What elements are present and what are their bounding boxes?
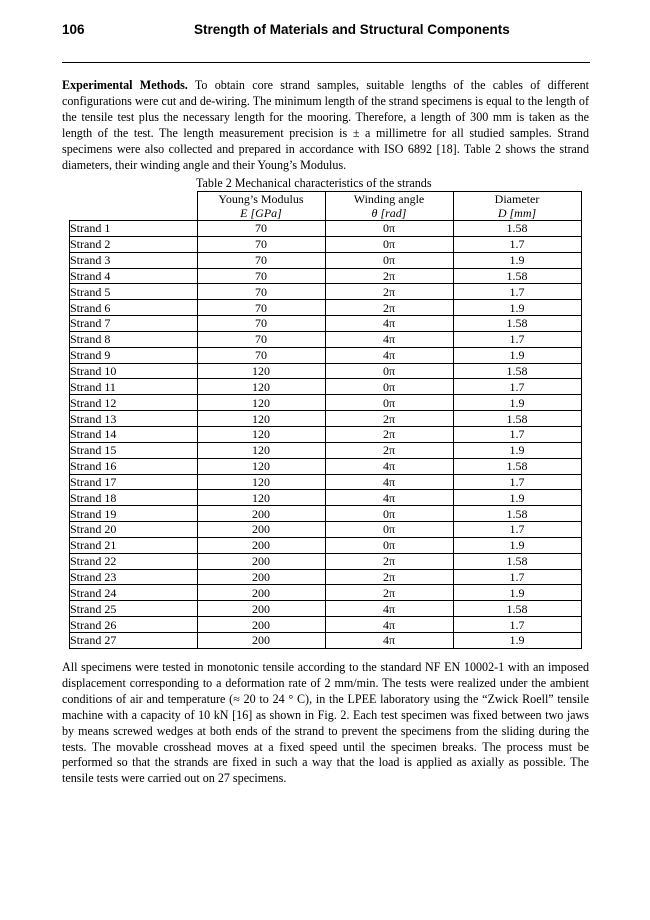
angle-cell: 4π — [325, 601, 453, 617]
diameter-cell: 1.9 — [453, 632, 581, 648]
row-name-cell: Strand 17 — [70, 474, 198, 490]
column-unit: θ [rad] — [371, 206, 407, 220]
row-name-cell: Strand 19 — [70, 506, 198, 522]
row-name-cell: Strand 21 — [70, 537, 198, 553]
table-caption: Table 2 Mechanical characteristics of the strands — [196, 176, 432, 190]
table-row — [70, 458, 582, 474]
modulus-cell: 70 — [197, 316, 325, 332]
row-name-cell: Strand 1 — [70, 221, 198, 237]
angle-cell: 4π — [325, 316, 453, 332]
row-name-cell: Strand 23 — [70, 569, 198, 585]
table-header-row — [70, 192, 582, 221]
running-title: Strength of Materials and Structural Components — [194, 22, 510, 37]
angle-cell: 2π — [325, 284, 453, 300]
row-name-cell: Strand 10 — [70, 363, 198, 379]
modulus-cell: 70 — [197, 236, 325, 252]
diameter-cell: 1.7 — [453, 426, 581, 442]
angle-cell: 4π — [325, 458, 453, 474]
row-name-cell: Strand 26 — [70, 617, 198, 633]
table-row — [70, 585, 582, 601]
angle-cell: 2π — [325, 426, 453, 442]
table-row — [70, 490, 582, 506]
table-body — [70, 221, 582, 649]
intro-text: To obtain core strand samples, suitable lengths of the cables of different configurations were cut and de-wiring. The minimum length of the strand specimens is equal to the length of the tensile test plus the necessary length for the mooring. Therefore, a length of 300 mm is taken as the length of the test. The length measurement precision is ± a millimetre for all studied samples. Strand specimens were also collected and prepared in accordance with ISO 6892 [18]. Table 2 shows the strand diameters, their winding angle and their Young’s Modulus. — [62, 78, 589, 172]
table-row — [70, 569, 582, 585]
angle-cell: 4π — [325, 617, 453, 633]
modulus-cell: 200 — [197, 617, 325, 633]
table-row — [70, 268, 582, 284]
angle-cell: 0π — [325, 506, 453, 522]
row-name-cell: Strand 7 — [70, 316, 198, 332]
row-name-cell: Strand 27 — [70, 632, 198, 648]
modulus-cell: 200 — [197, 569, 325, 585]
angle-cell: 2π — [325, 569, 453, 585]
diameter-cell: 1.58 — [453, 458, 581, 474]
angle-cell: 2π — [325, 585, 453, 601]
table-row — [70, 331, 582, 347]
column-title: Diameter — [494, 192, 540, 206]
diameter-cell: 1.9 — [453, 490, 581, 506]
angle-cell: 0π — [325, 221, 453, 237]
angle-cell: 2π — [325, 411, 453, 427]
table-row — [70, 284, 582, 300]
table-row — [70, 474, 582, 490]
table-row — [70, 316, 582, 332]
diameter-cell: 1.7 — [453, 236, 581, 252]
table-row — [70, 537, 582, 553]
intro-paragraph — [62, 78, 589, 173]
row-name-cell: Strand 14 — [70, 426, 198, 442]
diameter-cell: 1.58 — [453, 363, 581, 379]
angle-cell: 2π — [325, 553, 453, 569]
diameter-cell: 1.9 — [453, 442, 581, 458]
table-row — [70, 347, 582, 363]
row-name-cell: Strand 6 — [70, 300, 198, 316]
row-name-cell: Strand 13 — [70, 411, 198, 427]
modulus-cell: 70 — [197, 268, 325, 284]
angle-cell: 4π — [325, 474, 453, 490]
row-name-cell: Strand 20 — [70, 522, 198, 538]
row-name-cell: Strand 16 — [70, 458, 198, 474]
angle-cell: 0π — [325, 522, 453, 538]
diameter-cell: 1.7 — [453, 569, 581, 585]
header-divider — [62, 62, 590, 63]
angle-cell: 0π — [325, 252, 453, 268]
angle-cell: 2π — [325, 442, 453, 458]
row-name-cell: Strand 18 — [70, 490, 198, 506]
table-row — [70, 395, 582, 411]
angle-cell: 2π — [325, 300, 453, 316]
table-row — [70, 426, 582, 442]
modulus-cell: 120 — [197, 490, 325, 506]
modulus-cell: 200 — [197, 601, 325, 617]
row-name-cell: Strand 4 — [70, 268, 198, 284]
modulus-cell: 120 — [197, 363, 325, 379]
diameter-cell: 1.58 — [453, 221, 581, 237]
table-row — [70, 553, 582, 569]
table-row — [70, 236, 582, 252]
row-name-cell: Strand 2 — [70, 236, 198, 252]
row-name-cell: Strand 3 — [70, 252, 198, 268]
table-row — [70, 632, 582, 648]
column-header-angle — [325, 192, 453, 221]
angle-cell: 4π — [325, 632, 453, 648]
page-header — [62, 22, 590, 42]
row-name-cell: Strand 15 — [70, 442, 198, 458]
table-row — [70, 411, 582, 427]
row-name-cell: Strand 11 — [70, 379, 198, 395]
modulus-cell: 70 — [197, 252, 325, 268]
modulus-cell: 200 — [197, 553, 325, 569]
row-name-cell: Strand 12 — [70, 395, 198, 411]
modulus-cell: 120 — [197, 442, 325, 458]
table-row — [70, 506, 582, 522]
modulus-cell: 200 — [197, 522, 325, 538]
table-row — [70, 442, 582, 458]
table-corner-blank — [70, 192, 198, 221]
column-header-modulus — [197, 192, 325, 221]
angle-cell: 0π — [325, 236, 453, 252]
table-row — [70, 300, 582, 316]
page-number: 106 — [62, 22, 85, 37]
row-name-cell: Strand 25 — [70, 601, 198, 617]
column-header-diameter — [453, 192, 581, 221]
modulus-cell: 120 — [197, 426, 325, 442]
modulus-cell: 120 — [197, 458, 325, 474]
diameter-cell: 1.9 — [453, 395, 581, 411]
modulus-cell: 120 — [197, 379, 325, 395]
row-name-cell: Strand 24 — [70, 585, 198, 601]
angle-cell: 0π — [325, 537, 453, 553]
angle-cell: 4π — [325, 490, 453, 506]
diameter-cell: 1.9 — [453, 585, 581, 601]
diameter-cell: 1.58 — [453, 411, 581, 427]
table-row — [70, 252, 582, 268]
angle-cell: 4π — [325, 347, 453, 363]
modulus-cell: 70 — [197, 284, 325, 300]
methods-paragraph: All specimens were tested in monotonic tensile according to the standard NF EN 10002-1 with an imposed displacement corresponding to a deformation rate of 2 mm/min. The tests were realized under the ambient conditions of air and temperature (≈ 20 to 24 ° C), in the LPEE laboratory using the “Zwick Roell” tensile machine with a capacity of 10 kN [16] as shown in Fig. 2. Each test specimen was fixed between two jaws by means screwed wedges at both ends of the strand to prevent the specimens from the sliding during the tests. The movable crosshead moves at a fixed speed until the specimen breaks. The process must be performed so that the strands are fixed in such a way that the load is applied as axially as possible. The tensile tests were carried out on 27 specimens. — [62, 660, 589, 786]
diameter-cell: 1.58 — [453, 506, 581, 522]
column-title: Winding angle — [353, 192, 425, 206]
modulus-cell: 70 — [197, 221, 325, 237]
table-row — [70, 617, 582, 633]
column-unit: E [GPa] — [240, 206, 282, 220]
diameter-cell: 1.9 — [453, 300, 581, 316]
row-name-cell: Strand 22 — [70, 553, 198, 569]
diameter-cell: 1.7 — [453, 617, 581, 633]
diameter-cell: 1.7 — [453, 331, 581, 347]
modulus-cell: 200 — [197, 537, 325, 553]
diameter-cell: 1.58 — [453, 268, 581, 284]
modulus-cell: 120 — [197, 474, 325, 490]
diameter-cell: 1.7 — [453, 522, 581, 538]
diameter-cell: 1.58 — [453, 553, 581, 569]
column-unit: D [mm] — [497, 206, 537, 220]
modulus-cell: 200 — [197, 506, 325, 522]
diameter-cell: 1.7 — [453, 379, 581, 395]
strand-table — [69, 191, 582, 649]
table-row — [70, 363, 582, 379]
diameter-cell: 1.58 — [453, 316, 581, 332]
diameter-cell: 1.9 — [453, 347, 581, 363]
diameter-cell: 1.9 — [453, 537, 581, 553]
diameter-cell: 1.7 — [453, 474, 581, 490]
diameter-cell: 1.58 — [453, 601, 581, 617]
modulus-cell: 70 — [197, 331, 325, 347]
modulus-cell: 70 — [197, 300, 325, 316]
row-name-cell: Strand 9 — [70, 347, 198, 363]
column-title: Young’s Modulus — [218, 192, 304, 206]
diameter-cell: 1.9 — [453, 252, 581, 268]
angle-cell: 4π — [325, 331, 453, 347]
modulus-cell: 200 — [197, 585, 325, 601]
angle-cell: 0π — [325, 379, 453, 395]
modulus-cell: 200 — [197, 632, 325, 648]
table-row — [70, 221, 582, 237]
row-name-cell: Strand 5 — [70, 284, 198, 300]
angle-cell: 2π — [325, 268, 453, 284]
table-row — [70, 522, 582, 538]
table-row — [70, 379, 582, 395]
table-row — [70, 601, 582, 617]
angle-cell: 0π — [325, 363, 453, 379]
modulus-cell: 120 — [197, 395, 325, 411]
row-name-cell: Strand 8 — [70, 331, 198, 347]
modulus-cell: 70 — [197, 347, 325, 363]
section-heading: Experimental Methods. — [62, 78, 188, 92]
modulus-cell: 120 — [197, 411, 325, 427]
diameter-cell: 1.7 — [453, 284, 581, 300]
angle-cell: 0π — [325, 395, 453, 411]
